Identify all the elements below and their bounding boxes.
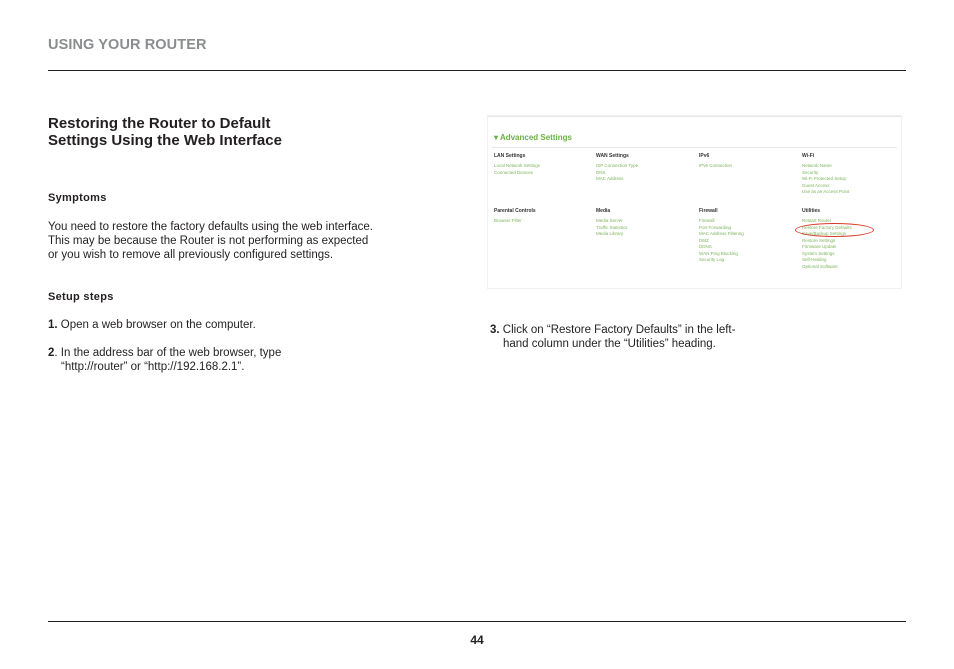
restore-factory-defaults-link[interactable]: Restore Factory Defaults — [802, 224, 852, 230]
settings-column-lan — [494, 153, 589, 176]
symptoms-line-1: You need to restore the factory defaults using the web interface. — [48, 221, 373, 233]
page-title — [48, 115, 448, 149]
settings-column-utilities — [802, 208, 897, 270]
settings-link[interactable]: Connected Devices — [494, 169, 534, 175]
settings-link[interactable]: Media Server — [596, 218, 623, 223]
column-heading: Firewall — [699, 208, 718, 214]
settings-link[interactable]: Save/Backup Settings — [802, 231, 847, 236]
settings-column-media — [596, 208, 691, 238]
column-heading: Wi-Fi — [802, 153, 815, 159]
title-line-2: Settings Using the Web Interface — [48, 132, 282, 149]
settings-link[interactable]: Restore Settings — [802, 237, 836, 243]
settings-link[interactable]: Network Name — [802, 163, 832, 168]
step-3-text-2: hand column under the “Utilities” heading. — [503, 338, 716, 350]
step-1-number: 1. — [48, 319, 58, 331]
screenshot-top-bar — [488, 116, 901, 117]
column-heading: LAN Settings — [494, 153, 526, 159]
bottom-divider — [48, 621, 906, 622]
step-2-text-2: “http://router” or “http://192.168.2.1”. — [61, 361, 245, 373]
column-heading: IPv6 — [699, 153, 710, 159]
top-divider — [48, 70, 906, 71]
settings-link[interactable]: Use as an Access Point — [802, 189, 850, 194]
step-1 — [48, 318, 448, 332]
step-1-text: Open a web browser on the computer. — [60, 319, 256, 331]
step-3-number: 3. — [490, 324, 500, 336]
setup-steps-heading: Setup steps — [48, 291, 114, 303]
symptoms-text — [48, 220, 448, 262]
restore-defaults-highlight-circle — [795, 223, 874, 237]
settings-link[interactable]: WAN Ping Blocking — [699, 250, 738, 256]
step-3-text-1: Click on “Restore Factory Defaults” in the left- — [502, 324, 736, 336]
router-web-interface-screenshot — [487, 115, 902, 289]
settings-link[interactable]: Security Log — [699, 257, 725, 262]
settings-link[interactable]: Firewall — [699, 218, 715, 223]
settings-link[interactable]: Media Library — [596, 231, 624, 236]
step-2-text-1: . In the address bar of the web browser, type — [54, 347, 282, 359]
settings-link[interactable]: Self-Healing — [802, 257, 827, 262]
settings-column-parental — [494, 208, 589, 225]
section-header: USING YOUR ROUTER — [48, 37, 207, 53]
settings-link[interactable]: Browser Filter — [494, 218, 522, 223]
column-heading: Utilities — [802, 208, 821, 214]
symptoms-line-3: or you wish to remove all previously configured settings. — [48, 249, 334, 261]
settings-link[interactable]: IPv6 Connection — [699, 163, 733, 168]
settings-column-wifi — [802, 153, 897, 196]
column-heading: Parental Controls — [494, 208, 536, 214]
settings-link[interactable]: Traffic Statistics — [596, 224, 628, 230]
settings-link[interactable]: Port Forwarding — [699, 224, 732, 230]
page-number: 44 — [470, 633, 484, 647]
column-heading: WAN Settings — [596, 153, 629, 159]
settings-link[interactable]: System Settings — [802, 250, 835, 256]
title-line-1: Restoring the Router to Default — [48, 115, 271, 132]
step-2-number: 2 — [48, 347, 55, 359]
settings-link[interactable]: Firmware Update — [802, 244, 837, 249]
settings-link[interactable]: Local Network Settings — [494, 163, 541, 168]
settings-link[interactable]: Optional Software — [802, 263, 838, 269]
settings-link[interactable]: Guest Access — [802, 182, 830, 188]
step-2 — [48, 346, 448, 374]
settings-link[interactable]: DMZ — [699, 237, 709, 243]
settings-link[interactable]: Security — [802, 169, 819, 175]
settings-link[interactable]: Wi-Fi Protected Setup — [802, 176, 847, 181]
symptoms-heading: Symptoms — [48, 192, 107, 204]
settings-link[interactable]: Restart Router — [802, 218, 832, 223]
column-heading: Media — [596, 208, 611, 214]
advanced-settings-title: ▾ Advanced Settings — [494, 133, 572, 142]
settings-link[interactable]: MAC Address — [596, 176, 624, 181]
settings-column-wan — [596, 153, 691, 183]
settings-column-ipv6 — [699, 153, 794, 170]
settings-column-firewall — [699, 208, 794, 264]
settings-link[interactable]: ISP Connection Type — [596, 163, 639, 168]
settings-link[interactable]: DNS — [596, 169, 606, 175]
step-3 — [490, 323, 820, 351]
settings-link[interactable]: DDNS — [699, 244, 712, 249]
settings-link[interactable]: MAC Address Filtering — [699, 231, 744, 236]
symptoms-line-2: This may be because the Router is not performing as expected — [48, 235, 369, 247]
advanced-settings-divider — [492, 147, 897, 148]
